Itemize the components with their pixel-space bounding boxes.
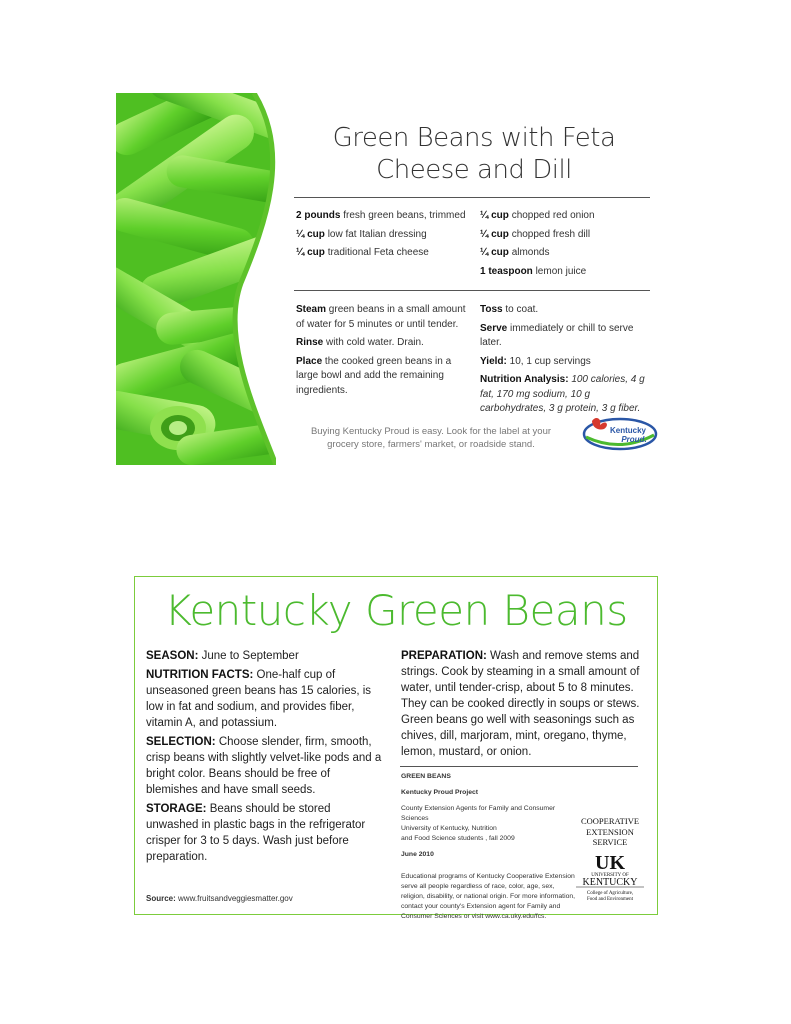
nutrition-facts: NUTRITION FACTS: One-half cup of unseasoned green beans has 15 calories, is low in fat and sodium, and provides fiber, vitamin A, and potassium. (146, 669, 372, 729)
divider (294, 290, 650, 291)
storage-tips: STORAGE: Beans should be stored unwashed in plastic bags in the refrigerator crisper for 3 to 5 days. Wash just before preparation. (146, 803, 366, 863)
directions-column-right (480, 303, 652, 421)
ingredients-column-right (480, 209, 652, 283)
yield-line: Yield: 10, 1 cup servings (480, 355, 591, 367)
credits-block (401, 772, 579, 922)
credits-disclaimer: Educational programs of Kentucky Cooperative Extension serve all people regardless of race, color, age, sex, religion, disability, or national origin. For more information, contact your county's Extension agent for Family and Consumer Sciences or visit www.ca.uky.edu/fcs. (401, 873, 576, 920)
ingredient-item: ¼ cup chopped fresh dill (480, 228, 591, 240)
credits-project: Kentucky Proud Project (401, 789, 479, 796)
uk-college-line: College of Agriculture, (586, 891, 634, 896)
direction-step: Place the cooked green beans in a large bowl and add the remaining ingredients. (296, 355, 452, 396)
uk-university-of: UNIVERSITY OF (591, 873, 629, 878)
buying-note: Buying Kentucky Proud is easy. Look for the label at your grocery store, farmers' market, or roadside stand. (310, 426, 552, 450)
uk-mark: UK (595, 852, 625, 874)
cooperative-extension-label: COOPERATIVE EXTENSION SERVICE (580, 816, 640, 847)
kentucky-proud-logo (580, 413, 658, 451)
preparation-tips: PREPARATION: Wash and remove stems and strings. Cook by steaming in a small amount of water, until tender-crisp, about 5 to 8 minutes. They can be cooked directly in soups or stews. Green beans go well with seasonings such as chives, dill, marjoram, mint, oregano, thyme, lemon, mustard, or onion. (401, 650, 640, 758)
logo-word-kentucky: Kentucky (609, 426, 647, 435)
info-column-left (146, 648, 382, 868)
ingredient-item: ¼ cup chopped red onion (480, 210, 595, 221)
nutrition-analysis: Nutrition Analysis: 100 calories, 4 g fat, 170 mg sodium, 10 g carbohydrates, 3 g protein, 3 g fiber. (480, 374, 645, 414)
directions-column-left (296, 303, 468, 402)
divider (400, 766, 638, 767)
recipe-title: Green Beans with Feta Cheese and Dill (332, 123, 616, 185)
university-of-kentucky-logo (572, 851, 648, 903)
ingredient-item: 1 teaspoon lemon juice (480, 265, 587, 277)
credits-line: County Extension Agents for Family and Consumer Sciences (401, 805, 556, 822)
ingredient-item: ¼ cup almonds (480, 247, 550, 258)
selection-tips: SELECTION: Choose slender, firm, smooth, crisp beans with slightly velvet-like pods and a bright color. Beans should be free of blemishes and have small seeds. (146, 736, 382, 796)
source-line: Source: www.fruitsandveggiesmatter.gov (146, 894, 293, 903)
credits-line: University of Kentucky, Nutrition (401, 825, 497, 832)
info-column-right (401, 648, 647, 763)
credits-date: June 2010 (401, 851, 434, 858)
logo-word-proud: Proud. (621, 435, 647, 444)
credits-heading: GREEN BEANS (401, 773, 451, 780)
ingredient-item: 2 pounds fresh green beans, trimmed (296, 210, 466, 221)
ingredient-item: ¼ cup traditional Feta cheese (296, 247, 429, 258)
credits-line: and Food Science students , fall 2009 (401, 835, 515, 842)
uk-kentucky: KENTUCKY (582, 877, 638, 888)
divider (294, 197, 650, 198)
green-beans-photo (116, 93, 276, 465)
direction-step: Steam green beans in a small amount of water for 5 minutes or until tender. (296, 304, 466, 330)
direction-step: Serve immediately or chill to serve later. (480, 322, 634, 348)
source-link[interactable]: www.fruitsandveggiesmatter.gov (178, 894, 293, 903)
direction-step: Toss to coat. (480, 304, 539, 315)
ingredient-item: ¼ cup low fat Italian dressing (296, 228, 427, 240)
season-line: SEASON: June to September (146, 650, 299, 662)
uk-college-line: Food and Environment (586, 897, 634, 902)
direction-step: Rinse with cold water. Drain. (296, 337, 424, 348)
info-title: Kentucky Green Beans (164, 586, 628, 635)
ingredients-column-left (296, 209, 468, 265)
